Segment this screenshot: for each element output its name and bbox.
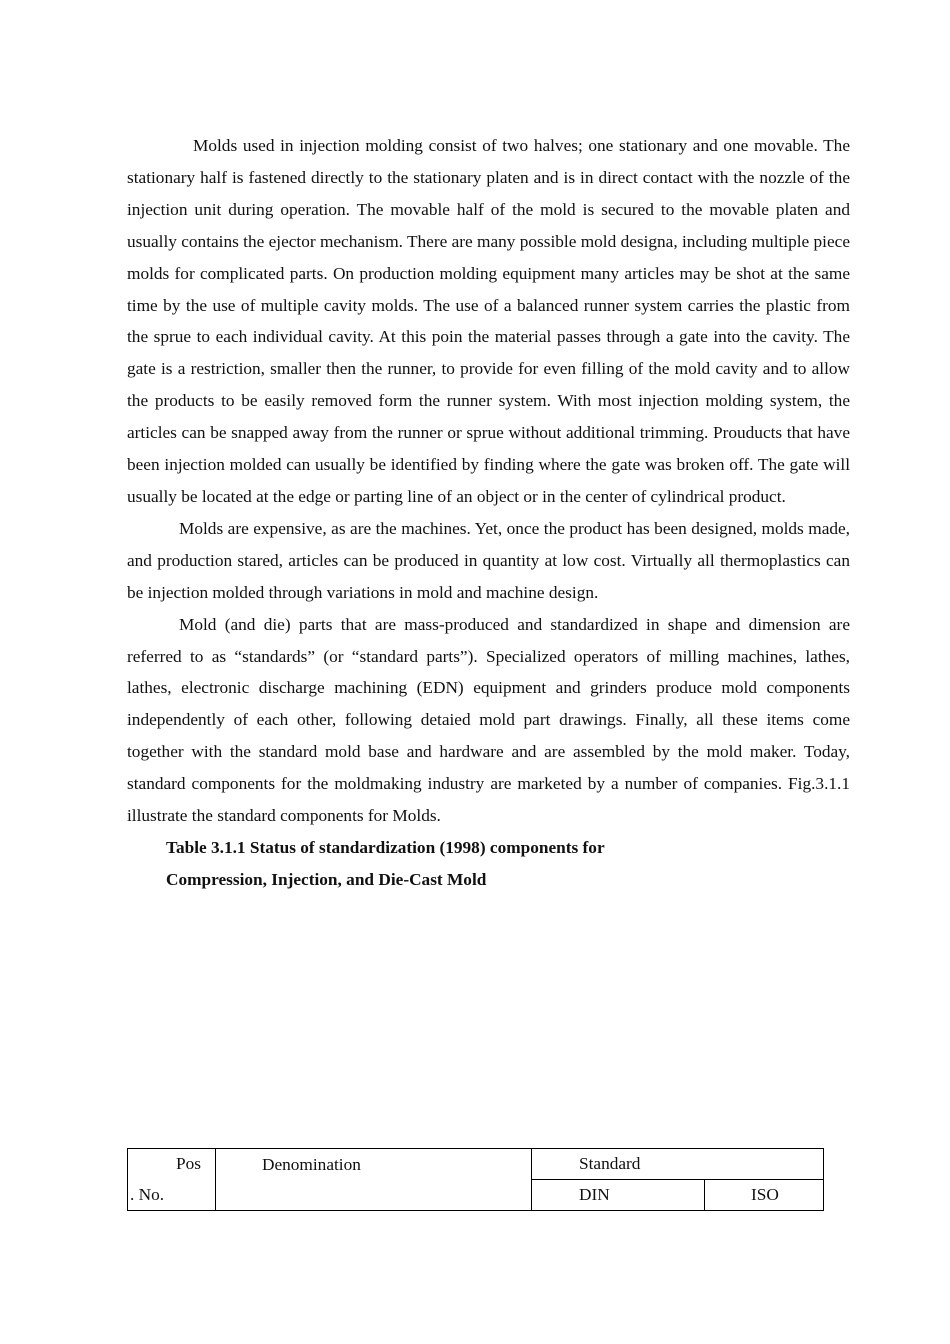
header-din: DIN bbox=[532, 1180, 705, 1211]
table-caption-line-1: Table 3.1.1 Status of standardization (1998) components for bbox=[166, 837, 605, 857]
paragraph-molds-halves: Molds used in injection molding consist of two halves; one stationary and one movable. The stationary half is fastened directly to the stationary platen and is in direct contact with the nozzle of the injection unit during operation. The movable half of the mold is secured to the movable platen and usually contains the ejector mechanism. There are many possible mold designa, including multiple piece molds for complicated parts. On production molding equipment many articles may be shot at the same time by the use of multiple cavity molds. The use of a balanced runner system carries the plastic from the sprue to each individual cavity. At this poin the material passes through a gate into the cavity. The gate is a restriction, smaller then the runner, to provide for even filling of the mold cavity and to allow the products to be easily removed form the runner system. With most injection molding system, the articles can be snapped away from the runner or sprue without additional trimming. Prouducts that have been injection molded can usually be identified by finding where the gate was broken off. The gate will usually be located at the edge or parting line of an object or in the center of cylindrical product. bbox=[127, 136, 850, 506]
header-denomination: Denomination bbox=[216, 1149, 532, 1211]
header-iso: ISO bbox=[705, 1180, 824, 1211]
table-caption-line-2: Compression, Injection, and Die-Cast Mold bbox=[166, 869, 487, 889]
table-header-row-1 bbox=[128, 1149, 824, 1180]
paragraph-standard-parts: Mold (and die) parts that are mass-produced and standardized in shape and dimension are referred to as “standards” (or “standard parts”). Specialized operators of milling machines, lathes, lathes, electronic discharge machining (EDN) equipment and grinders produce mold components independently of each other, following detaied mold part drawings. Finally, all these items come together with the standard mold base and hardware and are assembled by the mold maker. Today, standard components for the moldmaking industry are marketed by a number of companies. Fig.3.1.1 illustrate the standard components for Molds. bbox=[127, 614, 850, 826]
standardization-table bbox=[127, 1148, 824, 1211]
header-standard: Standard bbox=[532, 1149, 824, 1180]
header-pos: Pos bbox=[128, 1149, 216, 1180]
document-body bbox=[127, 130, 850, 896]
header-no: . No. bbox=[128, 1180, 216, 1211]
paragraph-molds-expensive: Molds are expensive, as are the machines. Yet, once the product has been designed, molds made, and production stared, articles can be produced in quantity at low cost. Virtually all thermoplastics can be injection molded through variations in mold and machine design. bbox=[127, 518, 850, 602]
